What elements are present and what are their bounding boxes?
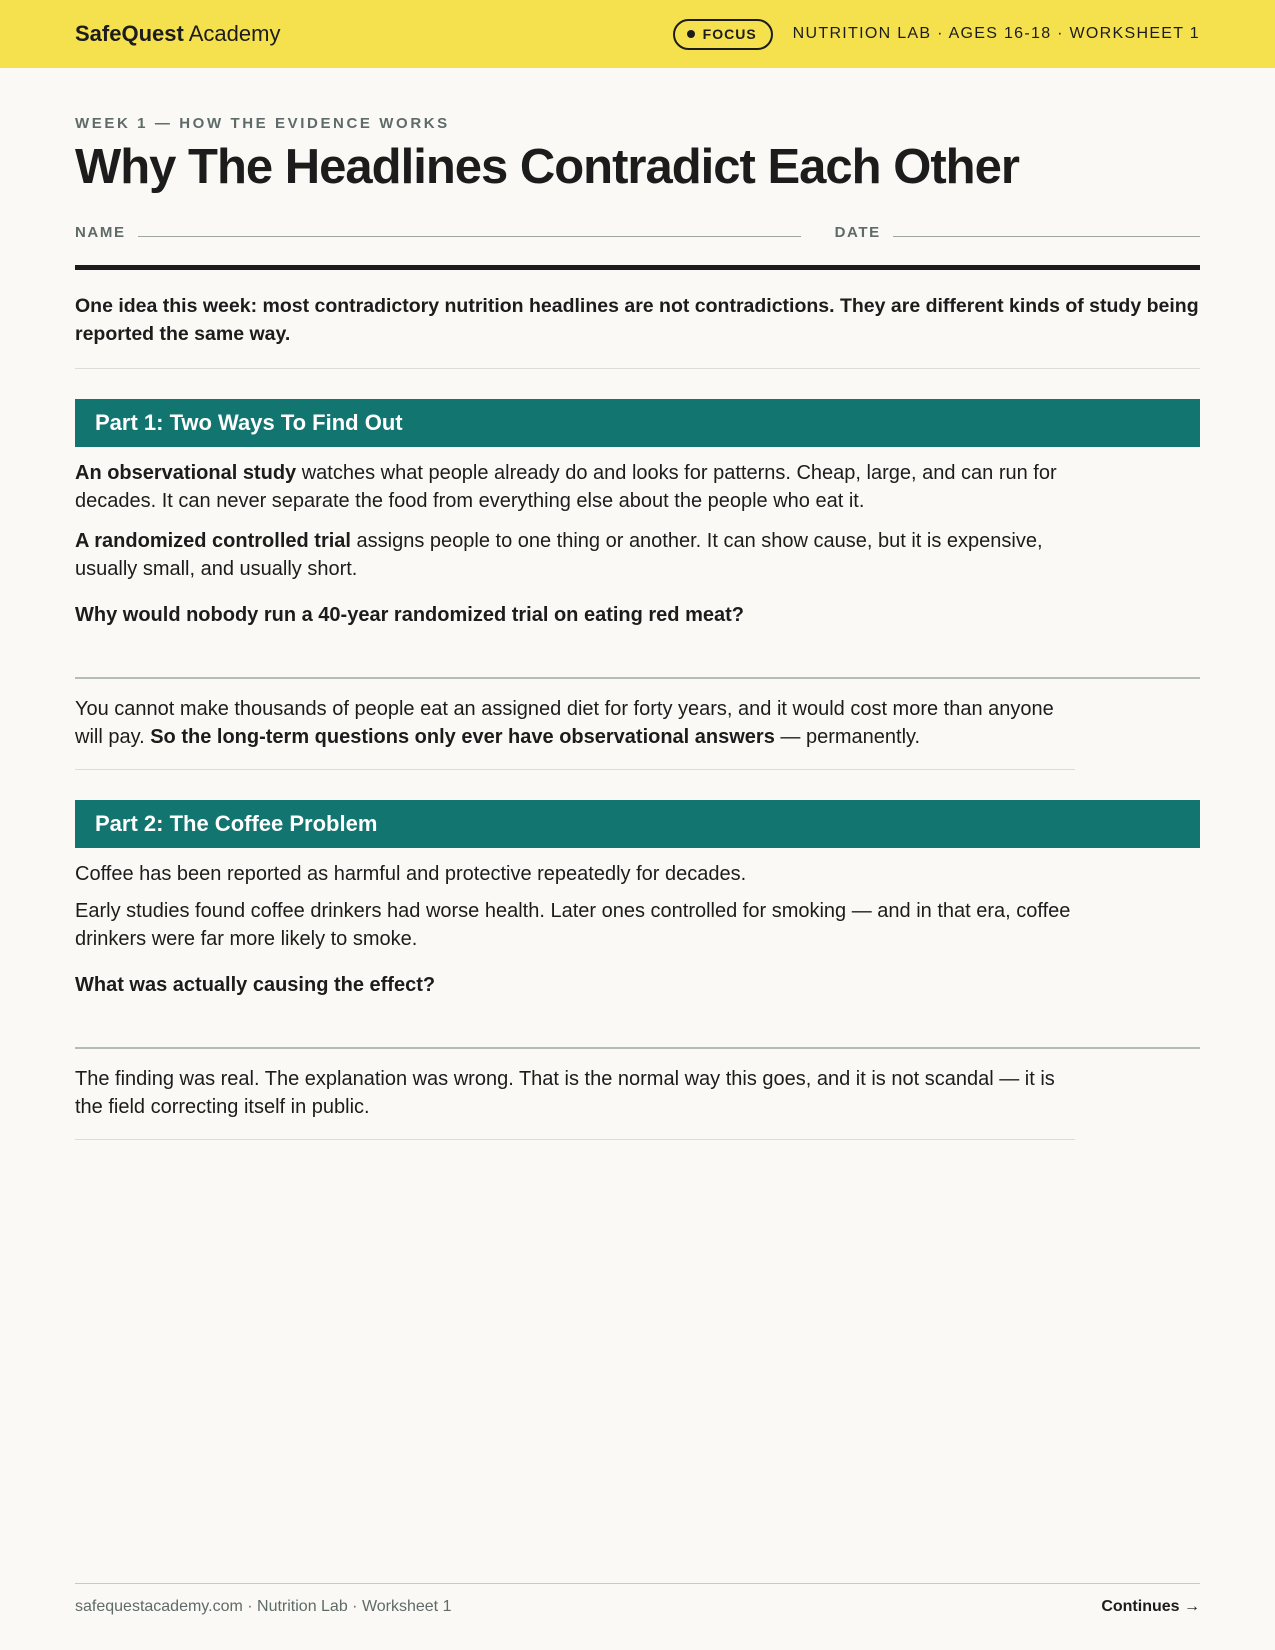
focus-badge	[673, 19, 773, 50]
intro-statement: One idea this week: most contradictory nutrition headlines are not contradictions. They are different kinds of study being reported the same way.	[75, 292, 1200, 369]
continues-link: Continues →	[1101, 1598, 1200, 1615]
question-part2: What was actually causing the effect?	[75, 973, 436, 996]
brand-logo	[75, 21, 280, 47]
footer	[75, 1583, 1200, 1616]
brand-name-bold: SafeQuest	[75, 21, 184, 46]
week-kicker: WEEK 1 — HOW THE EVIDENCE WORKS	[75, 115, 450, 132]
divider	[75, 265, 1200, 270]
coffee-paragraph-1: Coffee has been reported as harmful and protective repeatedly for decades.	[75, 862, 747, 885]
answer-part1: You cannot make thousands of people eat an assigned diet for forty years, and it would cost more than anyone will pay. So the long-term questions only ever have observational answers — permanently.	[75, 679, 1075, 770]
brand-name-rest: Academy	[188, 21, 281, 46]
footer-source: safequestacademy.com · Nutrition Lab · Worksheet 1	[75, 1598, 452, 1615]
question-part1: Why would nobody run a 40-year randomized trial on eating red meat?	[75, 603, 744, 626]
name-label: NAME	[75, 223, 126, 241]
focus-label: FOCUS	[702, 26, 757, 42]
answer-part2: The finding was real. The explanation was wrong. That is the normal way this goes, and it is not scandal — it is the field correcting itself in public.	[75, 1049, 1075, 1140]
section-heading-part1: Part 1: Two Ways To Find Out	[75, 399, 1200, 447]
dot-icon	[687, 30, 695, 38]
term-rct: A randomized controlled trial	[75, 529, 351, 552]
term-observational: An observational study	[75, 461, 297, 484]
rct-paragraph: A randomized controlled trial assigns people to one thing or another. It can show cause, but it is expensive, usually small, and usually short.	[75, 529, 1043, 580]
date-field[interactable]	[893, 236, 1200, 237]
name-field[interactable]	[138, 236, 801, 237]
name-date-row	[75, 215, 1200, 241]
observational-paragraph: An observational study watches what people already do and looks for patterns. Cheap, large, and can run for decades. It can never separate the food from everything else about the people who eat it.	[75, 461, 1057, 512]
page-title: Why The Headlines Contradict Each Other	[75, 140, 1019, 194]
date-label: DATE	[834, 223, 881, 241]
worksheet-body	[0, 115, 1275, 1140]
header-bar	[0, 0, 1275, 68]
section-heading-part2: Part 2: The Coffee Problem	[75, 800, 1200, 848]
worksheet-meta: NUTRITION LAB · AGES 16-18 · WORKSHEET 1	[792, 25, 1200, 42]
coffee-paragraph-2: Early studies found coffee drinkers had worse health. Later ones controlled for smoking — and in that era, coffee drinkers were far more likely to smoke.	[75, 899, 1071, 950]
